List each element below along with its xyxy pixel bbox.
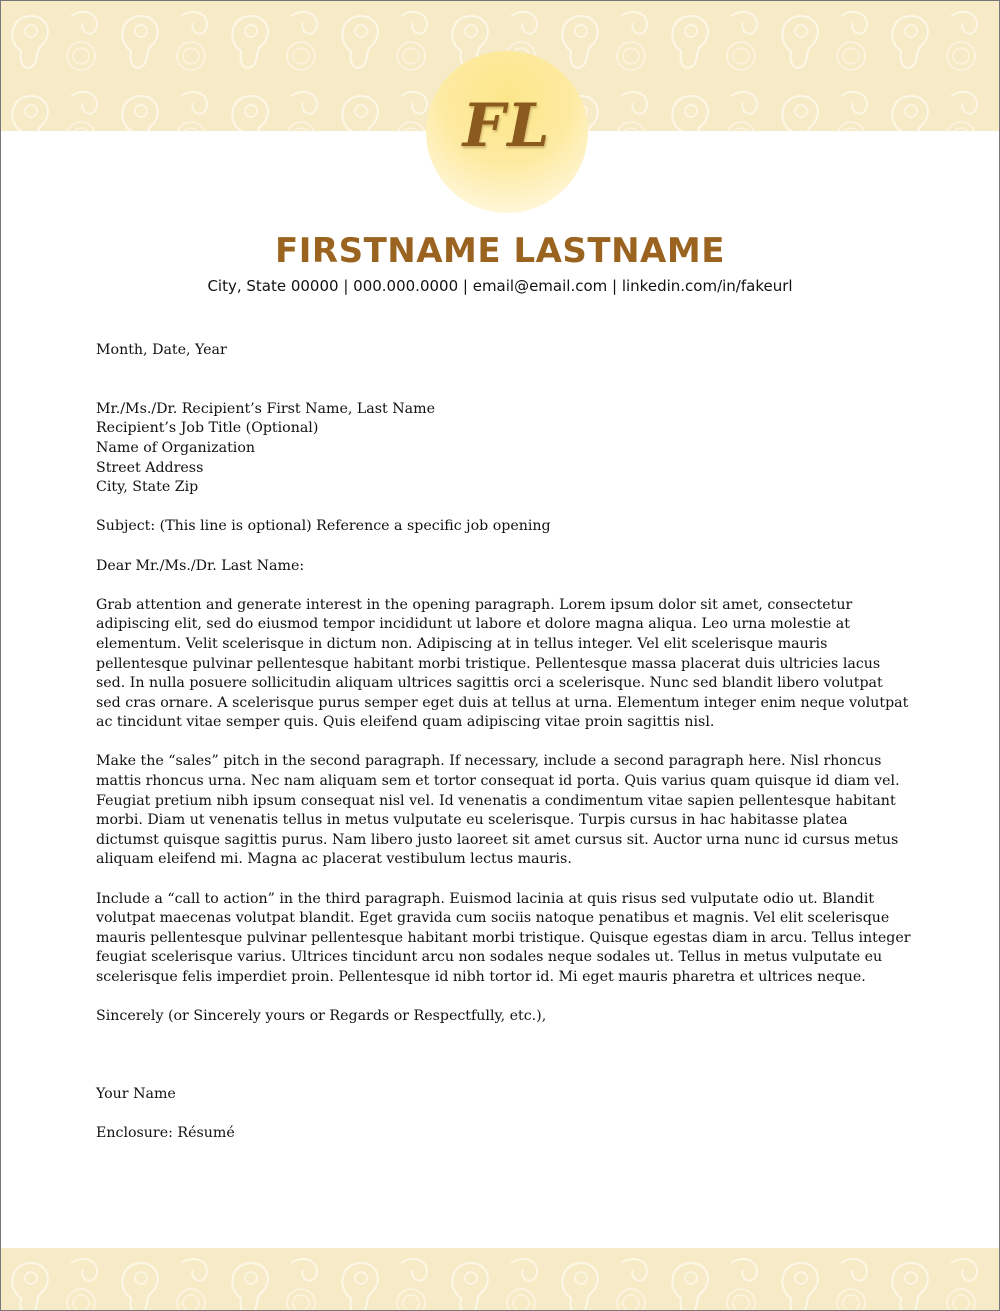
recipient-line: Mr./Ms./Dr. Recipient’s First Name, Last Name	[96, 400, 435, 417]
applicant-name: FIRSTNAME LASTNAME	[275, 231, 725, 271]
paisley-pattern-bottom	[1, 1248, 999, 1310]
recipient-line: City, State Zip	[96, 479, 199, 496]
recipient-line: Name of Organization	[96, 439, 256, 456]
contact-line: City, State 00000 | 000.000.0000 | email@email.com | linkedin.com/in/fakeurl	[207, 277, 793, 295]
signature-name: Your Name	[96, 1085, 176, 1102]
monogram-circle	[426, 51, 588, 213]
paragraph-pitch: Make the “sales” pitch in the second paragraph. If necessary, include a second paragraph here. Nisl rhoncus mattis rhoncus urna. Nec nam aliquam sem et tortor consequat id porta. Quis varius quam quisque id diam vel. Feugiat pretium nibh ipsum consequat nisl vel. Id venenatis a condimentum vitae sapien pellentesque habitant morbi. Diam ut venenatis tellus in metus vulputate eu scelerisque. Turpis cursus in hac habitasse platea dictumst quisque sagittis purus. Nam libero justo laoreet sit amet cursus sit. Auctor urna nunc id cursus metus aliquam eleifend mi. Magna ac placerat vestibulum lectus mauris.	[96, 753, 900, 868]
monogram-initials: FL	[462, 91, 552, 161]
footer-paisley-band	[1, 1248, 999, 1310]
recipient-line: Street Address	[96, 459, 204, 476]
enclosure: Enclosure: Résumé	[96, 1124, 235, 1141]
closing: Sincerely (or Sincerely yours or Regards or Respectfully, etc.),	[96, 1008, 547, 1025]
salutation: Dear Mr./Ms./Dr. Last Name:	[96, 557, 305, 574]
paragraph-call-to-action: Include a “call to action” in the third paragraph. Euismod lacinia at quis risus sed vulputate odio ut. Blandit volutpat maecenas volutpat blandit. Eget gravida cum sociis natoque penatibus et magnis. Vel elit scelerisque mauris pellentesque pulvinar pellentesque habitant morbi tristique. Quisque egestas diam in arcu. Tellus integer feugiat scelerisque varius. Ultrices tincidunt arcu non sodales neque sodales ut. Tellus in metus vulputate eu scelerisque felis imperdiet proin. Pellentesque id nibh tortor id. Mi eget mauris pharetra et ultrices neque.	[96, 890, 911, 985]
recipient-line: Recipient’s Job Title (Optional)	[96, 420, 319, 437]
subject-line: Subject: (This line is optional) Reference a specific job opening	[96, 518, 551, 535]
letter-date: Month, Date, Year	[96, 342, 227, 358]
recipient-block	[96, 400, 911, 498]
paragraph-opening: Grab attention and generate interest in the opening paragraph. Lorem ipsum dolor sit amet, consectetur adipiscing elit, sed do eiusmod tempor incididunt ut labore et dolore magna aliqua. Leo urna molestie at elementum. Velit scelerisque in dictum non. Adipiscing at in tellus integer. Vel elit scelerisque mauris pellentesque pulvinar pellentesque habitant morbi tristique. Pellentesque massa placerat duis ultricies lacus sed. In nulla posuere sollicitudin aliquam ultrices sagittis orci a scelerisque. Nunc sed blandit libero volutpat sed cras ornare. A scelerisque purus semper eget duis at tellus at urna. Elementum integer enim neque volutpat ac tincidunt vitae semper quis. Quis eleifend quam adipiscing vitae proin sagittis nisl.	[96, 596, 909, 731]
letter-body	[96, 341, 911, 1144]
